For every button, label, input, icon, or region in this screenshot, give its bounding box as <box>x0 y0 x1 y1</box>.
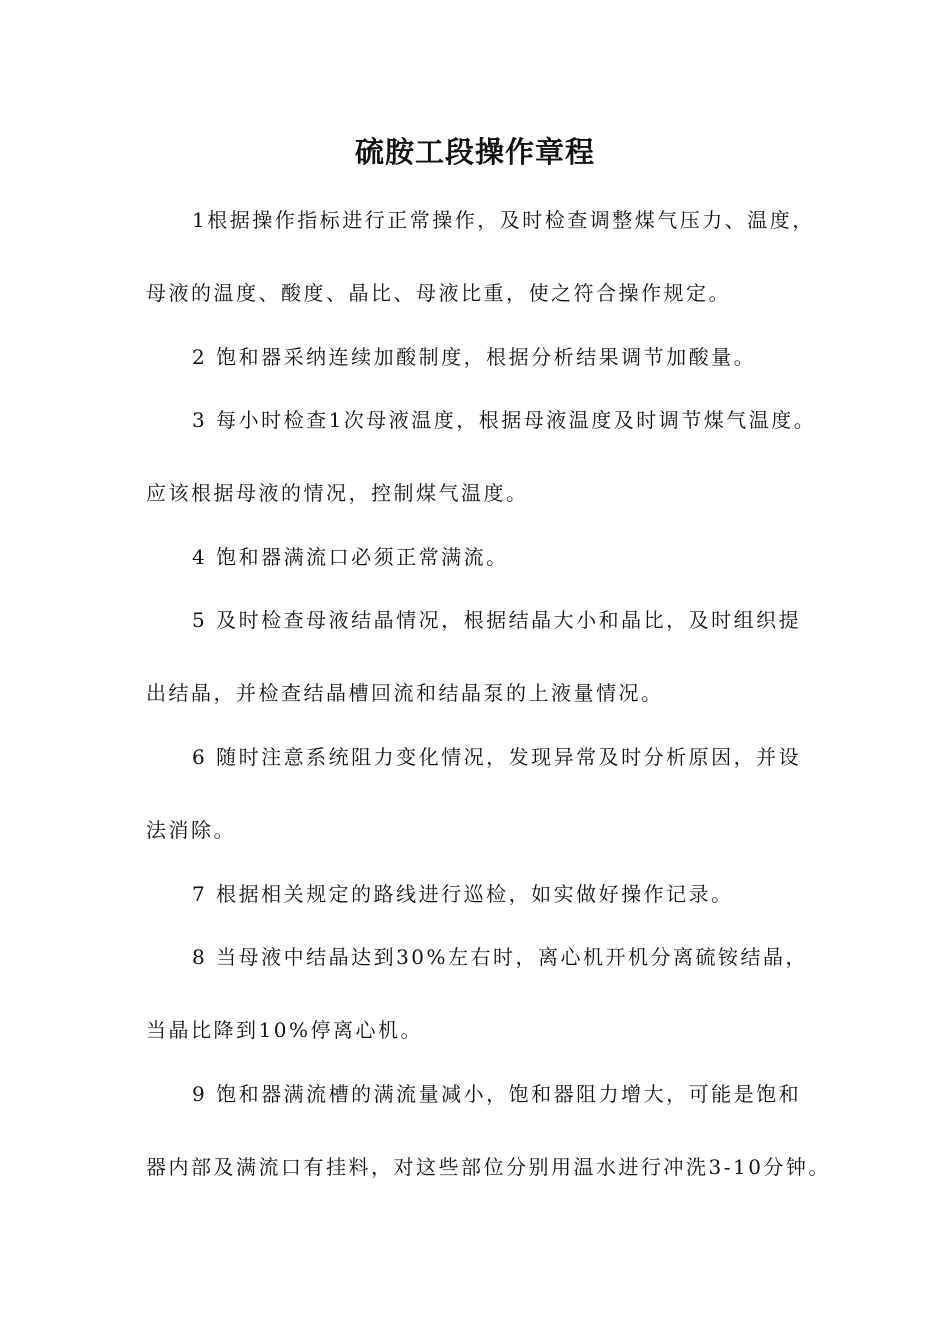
paragraph-8-line-1: 8 当母液中结晶达到30%左右时，离心机开机分离硫铵结晶， <box>192 945 809 969</box>
paragraph-2-line-1: 2 饱和器采纳连续加酸制度，根据分析结果调节加酸量。 <box>192 345 757 369</box>
paragraph-9-line-1: 9 饱和器满流槽的满流量减小，饱和器阻力增大，可能是饱和 <box>192 1082 802 1106</box>
paragraph-4-line-1: 4 饱和器满流口必须正常满流。 <box>192 545 509 569</box>
paragraph-5-line-1: 5 及时检查母液结晶情况，根据结晶大小和晶比，及时组织提 <box>192 608 802 632</box>
paragraph-9-line-2: 器内部及满流口有挂料，对这些部位分别用温水进行冲洗3-10分钟。 <box>146 1155 831 1179</box>
paragraph-8-line-2: 当晶比降到10%停离心机。 <box>146 1018 423 1042</box>
document-title: 硫胺工段操作章程 <box>354 135 595 169</box>
paragraph-1-line-2: 母液的温度、酸度、晶比、母液比重，使之符合操作规定。 <box>146 281 731 305</box>
paragraph-3-line-2: 应该根据母液的情况，控制煤气温度。 <box>146 481 529 505</box>
paragraph-1-line-1: 1根据操作指标进行正常操作，及时检查调整煤气压力、温度， <box>192 208 815 232</box>
paragraph-6-line-1: 6 随时注意系统阻力变化情况，发现异常及时分析原因，并设 <box>192 745 802 769</box>
paragraph-7-line-1: 7 根据相关规定的路线进行巡检，如实做好操作记录。 <box>192 882 734 906</box>
paragraph-5-line-2: 出结晶，并检查结晶槽回流和结晶泵的上液量情况。 <box>146 681 664 705</box>
paragraph-6-line-2: 法消除。 <box>146 818 236 842</box>
paragraph-3-line-1: 3 每小时检查1次母液温度，根据母液温度及时调节煤气温度。 <box>192 408 817 432</box>
